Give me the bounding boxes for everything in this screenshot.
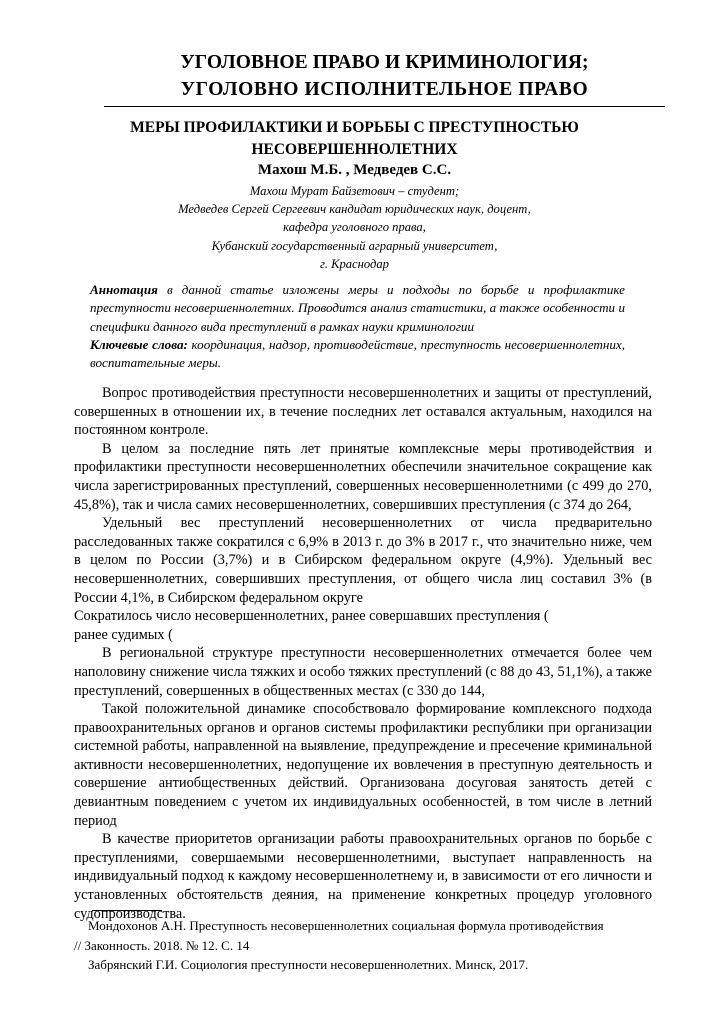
footnotes-block: [74, 916, 652, 975]
footnote-item-continuation: // Законность. 2018. № 12. С. 14: [74, 937, 250, 953]
affiliation-line: Кубанский государственный аграрный университет,: [211, 238, 498, 253]
body-paragraph: ранее судимых (: [74, 626, 173, 643]
keywords-text: координация, надзор, противодействие, преступность несовершеннолетних, воспитательные меры.: [90, 336, 625, 371]
affiliation-line: кафедра уголовного права,: [283, 220, 426, 235]
article-title: [95, 117, 614, 160]
abstract-text: в данной статье изложены меры и подходы по борьбе и профилактике преступности несовершеннолетних. Проводится анализ статистики, а также особенности и специфики данного вида преступлений в рамках науки криминологии: [90, 282, 625, 334]
footnote-item: Мондохонов А.Н. Преступность несовершеннолетних социальная формула противодействия: [88, 918, 604, 933]
affiliation-line: г. Краснодар: [320, 256, 389, 271]
body-paragraph: В качестве приоритетов организации работы правоохранительных органов по борьбе с преступлениями, совершаемыми несовершеннолетними, выступает направленность на индивидуальный подход к каждому несовершеннолетнему и, в зависимости от его личности и установленных обстоятельств деяния, на применение конкретных процедур уголовного судопроизводства.: [74, 831, 652, 922]
footnote-item: Забрянский Г.И. Социология преступности несовершеннолетних. Минск, 2017.: [88, 957, 529, 972]
body-paragraph: Такой положительной динамике способствовало формирование комплексного подхода правоохранительных органов и органов системы профилактики республики при организации системной работы, направленной на выявление, предупреждение и пресечение криминальной активности несовершеннолетних, недопущение их вовлечения в преступную деятельность и совершение антиобщественных действий. Организована досуговая занятость детей с девиантным поведением с учетом их индивидуальных особенностей, в том числе в летний период: [74, 701, 652, 829]
abstract-label: Аннотация: [90, 282, 158, 297]
section-title-line-2: УГОЛОВНО ИСПОЛНИТЕЛЬНОЕ ПРАВО: [180, 79, 589, 100]
body-paragraph: В целом за последние пять лет принятые комплексные меры противодействия и профилактики преступности несовершеннолетних обеспечили значительное сокращение как числа зарегистрированных преступлений, совершенных несовершеннолетними (с 499 до 270, 45,8%), так и числа самих несовершеннолетних, совершивших преступления (с 374 до 264,: [74, 440, 652, 513]
keywords-label: Ключевые слова:: [90, 336, 188, 352]
section-title-line-1: УГОЛОВНОЕ ПРАВО И КРИМИНОЛОГИЯ;: [180, 52, 589, 73]
author-affiliation-block: [90, 182, 619, 273]
abstract-block: [90, 281, 625, 372]
footnote-separator-rule: [92, 910, 162, 911]
body-paragraph: Удельный вес преступлений несовершеннолетних от числа предварительно расследованных также сократился с 6,9% в 2013 г. до 3% в 2017 г., что значительно ниже, чем в целом по России (3,7%) и в Сибирском федеральном округе (4,9%). Удельный вес несовершеннолетних, совершивших преступления, от общего числа лиц составил 3% (в России 4,1%, в Сибирском федеральном округе: [74, 515, 652, 606]
body-paragraph: Сократилось число несовершеннолетних, ранее совершавших преступления (: [74, 608, 549, 625]
affiliation-line: Медведев Сергей Сергеевич кандидат юридических наук, доцент,: [178, 202, 531, 217]
journal-section-title: [104, 49, 665, 103]
article-title-line-2: НЕСОВЕРШЕННОЛЕТНИХ: [251, 140, 458, 158]
keywords-paragraph: [90, 336, 625, 373]
article-body: [74, 384, 652, 923]
article-authors: Махош М.Б. , Медведев С.С.: [257, 162, 452, 178]
body-paragraph: В региональной структуре преступности несовершеннолетних отмечается более чем наполовину снижение числа тяжких и особо тяжких преступлений (с 88 до 43, 51,1%), а также преступлений, совершенных в общественных местах (с 330 до 144,: [74, 645, 652, 699]
article-title-line-1: МЕРЫ ПРОФИЛАКТИКИ И БОРЬБЫ С ПРЕСТУПНОСТЬЮ: [130, 119, 579, 136]
body-paragraph: Вопрос противодействия преступности несовершеннолетних и защиты от преступлений, совершенных в отношении их, в течение последних лет оставался актуальным, находился на постоянном контроле.: [74, 385, 652, 439]
abstract-paragraph: [90, 281, 625, 336]
title-separator-rule: [104, 106, 665, 107]
affiliation-line: Махош Мурат Байзетович – студент;: [249, 184, 460, 198]
